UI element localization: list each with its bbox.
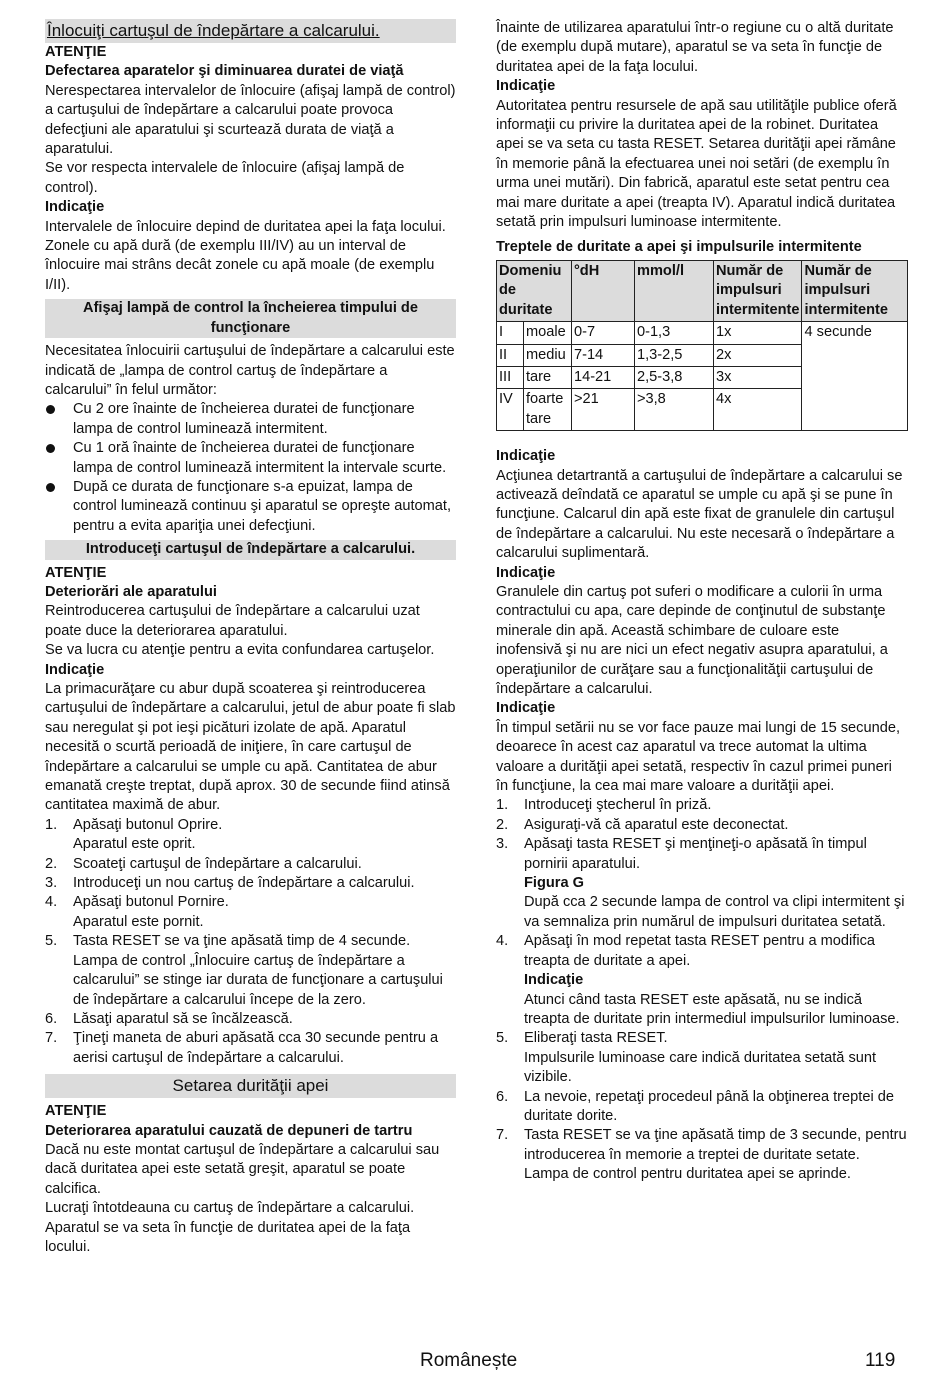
table-cell: 1,3-2,5 xyxy=(634,344,713,366)
step-item xyxy=(45,1010,456,1029)
note-label: Indicaţie xyxy=(524,972,584,989)
step-text: Apăsaţi butonul Pornire. xyxy=(73,894,229,911)
page-number: 119 xyxy=(865,1350,896,1371)
table-cell: 14-21 xyxy=(571,366,634,388)
step-item xyxy=(496,1126,908,1184)
table-cell: 2x xyxy=(713,344,802,366)
step-text: Lăsaţi aparatul să se încălzească. xyxy=(73,1010,293,1027)
intro-text: Înainte de utilizarea aparatului într-o regiune cu o altă duritate (de exemplu după mutare), aparatul se va seta în funcţie de duritatea apei de la faţa locului. xyxy=(496,20,894,75)
table-cell: >3,8 xyxy=(634,389,713,431)
step-number: 5. xyxy=(496,1030,509,1047)
table-header-cell: Domeniu de duritate xyxy=(497,260,572,321)
step-text: Scoateţi cartuşul de îndepărtare a calcarului. xyxy=(73,855,362,872)
step-text: Introduceţi un nou cartuş de îndepărtare a calcarului. xyxy=(73,875,415,892)
step-item xyxy=(45,855,456,874)
attention-title: Defectarea aparatelor şi diminuarea duratei de viaţă xyxy=(45,63,404,80)
lamp-intro: Necesitatea înlocuirii cartuşului de îndepărtare a calcarului este indicată de „lampa de control cartuş de îndepărtare a calcarului” în felul următor: xyxy=(45,343,455,398)
list-item-text: După ce durata de funcţionare s-a epuizat, lampa de control luminează continuu şi aparatul se opreşte automat, pentru a evita apariţia unei defecţiuni. xyxy=(73,478,452,534)
step-text: La nevoie, repetaţi procedeul până la obţinerea treptei de duritate dorite. xyxy=(524,1088,894,1124)
right-column xyxy=(496,19,908,1185)
step-item xyxy=(496,1029,908,1087)
table-header-cell: Număr de impulsuri intermitente xyxy=(802,260,908,321)
step-result: Aparatul este pornit. xyxy=(73,913,204,930)
attention-title: Deteriorarea aparatului cauzată de depuneri de tartru xyxy=(45,1122,413,1139)
list-item xyxy=(45,478,456,536)
step-text: Asiguraţi-vă că aparatul este deconectat. xyxy=(524,816,789,833)
attention-label: ATENŢIE xyxy=(45,1103,107,1120)
note-label: Indicaţie xyxy=(496,700,556,717)
attention-label: ATENŢIE xyxy=(45,564,107,581)
step-number: 4. xyxy=(45,894,58,911)
attention-text: Nerespectarea intervalelor de înlocuire (afişaj lampă de control) a cartuşului de îndepărtare a calcarului poate provoca defecţiuni ale aparatului şi scurtează durata de viaţă a aparatului. xyxy=(45,82,456,158)
note-label: Indicaţie xyxy=(45,199,105,216)
step-text: Tasta RESET se va ţine apăsată timp de 4 secunde. xyxy=(73,933,411,950)
attention-text: Aparatul se va seta în funcţie de duritatea apei de la faţa locului. xyxy=(45,1219,411,1255)
table-cell: 4x xyxy=(713,389,802,431)
step-result: Lampa de control „Înlocuire cartuş de îndepărtare a calcarului” se stinge iar durata de funcţionare a cartuşului de îndepărtare a calcarului începe de la zero. xyxy=(73,952,443,1008)
step-item xyxy=(496,932,908,1029)
table-cell: 0-7 xyxy=(571,322,634,344)
step-text: Apăsaţi butonul Oprire. xyxy=(73,816,223,833)
table-header-cell: mmol/l xyxy=(634,260,713,321)
section-heading-water-hardness: Setarea durităţii apei xyxy=(45,1074,456,1098)
step-item xyxy=(45,816,456,855)
step-text: Apăsaţi tasta RESET şi menţineţi-o apăsată în timpul pornirii aparatului. xyxy=(524,836,867,872)
bullet-icon xyxy=(46,444,55,453)
attention-label: ATENŢIE xyxy=(45,44,107,60)
table-cell: II xyxy=(497,344,524,366)
note-text: Autoritatea pentru resursele de apă sau utilităţile publice oferă informaţii cu privire la duritatea apei de la robinet. Duritatea apei se va seta cu tasta RESET. Setarea durităţii apei rămâne în memorie până la efectuarea unei noi setări (de exemplu în urma unei mutări). Din fabrică, aparatul este setat pentru cea mai mare duritate a apei (treapta IV). Aparatul indică duritatea setată prin impulsuri luminoase intermitente. xyxy=(496,97,897,231)
note-text: Granulele din cartuş pot suferi o modificare a culorii în urma contractului cu apa, care depinde de conţinutul de substanţe minerale din apă. Această schimbare de culoare este inofensivă şi nu are nici un efect negativ asupra aparatului, a operaţiunilor de curăţare sau a funcţionalităţii cartuşului de îndepărtare a calcarului. xyxy=(496,583,888,697)
table-cell: >21 xyxy=(571,389,634,431)
table-cell: foarte tare xyxy=(524,389,572,431)
lamp-bullet-list xyxy=(45,400,456,536)
table-header-row xyxy=(497,260,908,321)
step-text: Tasta RESET se va ţine apăsată timp de 3 secunde, pentru introducerea în memorie a treptei de duritate setate. xyxy=(524,1127,907,1163)
bullet-icon xyxy=(46,483,55,492)
table-cell: 1x xyxy=(713,322,802,344)
table-header-cell: Număr de impulsuri intermitente xyxy=(713,260,802,321)
note-label: Indicaţie xyxy=(496,78,556,95)
table-cell: tare xyxy=(524,366,572,388)
hardness-table xyxy=(496,260,908,431)
table-cell: I xyxy=(497,322,524,344)
step-result: După cca 2 secunde lampa de control va clipi intermitent şi va semnaliza prin numărul de impulsuri duritatea setată. xyxy=(524,894,905,930)
list-item-text: Cu 1 oră înainte de încheierea duratei de funcţionare lampa de control luminează intermitent la intervale scurte. xyxy=(73,440,447,476)
step-text: Apăsaţi în mod repetat tasta RESET pentru a modifica treapta de duritate a apei. xyxy=(524,933,875,969)
step-number: 3. xyxy=(496,836,509,853)
step-text: Ţineţi maneta de aburi apăsată cca 30 secunde pentru a aerisi cartuşul de îndepărtare a calcarului. xyxy=(73,1030,439,1066)
footer-language: Românește xyxy=(420,1350,518,1371)
step-number: 2. xyxy=(45,855,58,872)
step-number: 7. xyxy=(496,1127,509,1144)
table-cell-merged: 4 secunde xyxy=(802,322,908,431)
step-text: Introduceţi ştecherul în priză. xyxy=(524,797,712,814)
insert-steps-list xyxy=(45,816,456,1068)
step-item xyxy=(45,932,456,1010)
note-label: Indicaţie xyxy=(45,661,105,678)
attention-text: Dacă nu este montat cartuşul de îndepărtare a calcarului sau dacă duritatea apei este setată greşit, aparatul se poate calcifica. xyxy=(45,1141,440,1197)
table-cell: IV xyxy=(497,389,524,431)
section-heading-lamp-display: Afişaj lampă de control la încheierea timpului de funcţionare xyxy=(45,299,456,338)
table-cell: 2,5-3,8 xyxy=(634,366,713,388)
section-heading-replace-cartridge: Înlocuiţi cartuşul de îndepărtare a calcarului. xyxy=(45,19,456,43)
step-item xyxy=(496,816,908,835)
attention-text: Lucraţi întotdeauna cu cartuş de îndepărtare a calcarului. xyxy=(45,1200,415,1217)
attention-text: Se va lucra cu atenţie pentru a evita confundarea cartuşelor. xyxy=(45,642,435,659)
step-item xyxy=(45,893,456,932)
table-title: Treptele de duritate a apei şi impulsurile intermitente xyxy=(496,239,862,256)
bullet-icon xyxy=(46,405,55,414)
step-number: 6. xyxy=(45,1010,58,1027)
table-cell: 3x xyxy=(713,366,802,388)
table-header-cell: °dH xyxy=(571,260,634,321)
table-cell: 0-1,3 xyxy=(634,322,713,344)
note-label: Indicaţie xyxy=(496,448,556,465)
hardness-steps-list xyxy=(496,796,908,1184)
step-text: Eliberaţi tasta RESET. xyxy=(524,1030,668,1047)
step-result: Lampa de control pentru duritatea apei se aprinde. xyxy=(524,1166,851,1183)
list-item xyxy=(45,439,456,478)
section-heading-insert-cartridge: Introduceţi cartuşul de îndepărtare a calcarului. xyxy=(45,540,456,559)
list-item-text: Cu 2 ore înainte de încheierea duratei de funcţionare lampa de control luminează intermitent. xyxy=(73,401,415,437)
step-item xyxy=(45,874,456,893)
note-text: La primacurăţare cu abur după scoaterea şi reintroducerea cartuşului de îndepărtare a calcarului, jetul de abur poate fi slab sau neregulat şi pot ieşi picături izolate de apă. Aparatul necesită o scurtă perioadă de iniţiere, în care cartuşul de îndepărtare a calcarului se umple cu apă. Cantitatea de abur emanată creşte treptat, după aprox. 30 de secunde fiind atinsă cantitatea maximă de abur. xyxy=(45,681,456,814)
table-cell: III xyxy=(497,366,524,388)
table-cell: moale xyxy=(524,322,572,344)
note-label: Indicaţie xyxy=(496,564,556,581)
note-text: Atunci când tasta RESET este apăsată, nu se indică treapta de duritate prin intermediul impulsurilor luminoase. xyxy=(524,991,900,1027)
list-item xyxy=(45,400,456,439)
step-number: 7. xyxy=(45,1030,58,1047)
attention-text: Reintroducerea cartuşului de îndepărtare a calcarului uzat poate duce la deteriorarea aparatului. xyxy=(45,603,420,639)
figure-reference: Figura G xyxy=(524,875,584,892)
step-number: 1. xyxy=(45,816,58,833)
step-number: 4. xyxy=(496,933,509,950)
step-item xyxy=(496,1088,908,1127)
table-cell: 7-14 xyxy=(571,344,634,366)
note-text: În timpul setării nu se vor face pauze mai lungi de 15 secunde, deoarece în acest caz aparatul va trece automat la ultima valoare a durităţii apei setată, respectiv în cazul primei puneri în funcţiune, la cea mai mare valoare a durităţii apei. xyxy=(496,719,900,795)
step-item xyxy=(45,1029,456,1068)
note-text: Intervalele de înlocuire depind de duritatea apei la faţa locului. Zonele cu apă dură (de exemplu III/IV) au un interval de înlocuire mai strâns decât zonele cu apă moale (de exemplu I/II). xyxy=(45,218,446,293)
table-row xyxy=(497,322,908,344)
step-number: 6. xyxy=(496,1088,509,1105)
attention-title: Deteriorări ale aparatului xyxy=(45,583,217,600)
table-cell: mediu xyxy=(524,344,572,366)
step-number: 2. xyxy=(496,816,509,833)
step-result: Impulsurile luminoase care indică duritatea setată sunt vizibile. xyxy=(524,1049,877,1086)
step-number: 1. xyxy=(496,797,509,814)
note-text: Acţiunea detartrantă a cartuşului de îndepărtare a calcarului se activează deîndată ce aparatul se umple cu apă şi se pune în funcţiune. Calcarul din apă este fixat de granulele din cartuşul de îndepărtare a calcarului. Nu este necesară o îndepărtare a calcarului suplimentară. xyxy=(496,467,903,562)
step-result: Aparatul este oprit. xyxy=(73,836,196,853)
step-number: 5. xyxy=(45,933,58,950)
attention-text: Se vor respecta intervalele de înlocuire (afişaj lampă de control). xyxy=(45,160,405,196)
step-item xyxy=(496,796,908,815)
left-column xyxy=(45,19,456,1257)
step-item xyxy=(496,835,908,932)
step-number: 3. xyxy=(45,875,58,892)
